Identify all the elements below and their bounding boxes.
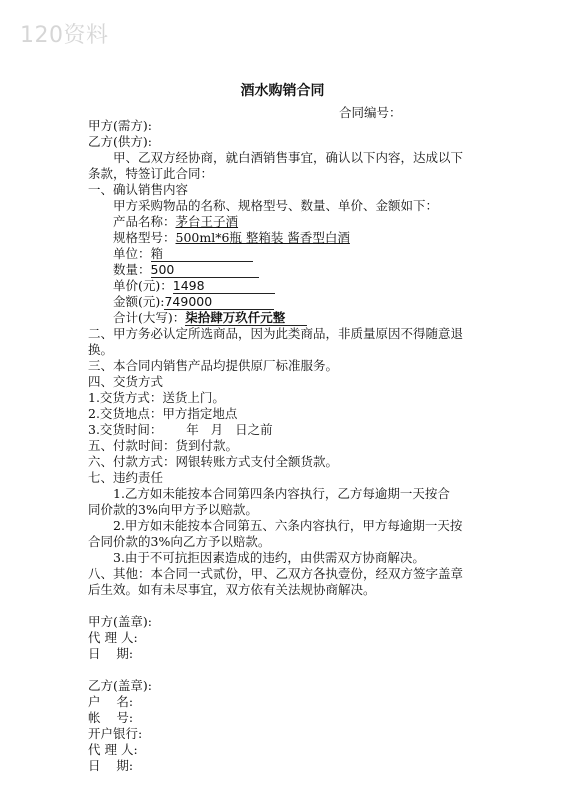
product-name-label: 产品名称：: [113, 214, 176, 229]
section-4-title: 四、交货方式: [88, 374, 164, 389]
total-value: 柒拾肆万玖仟元整: [185, 311, 307, 326]
section-2-line-2: 换。: [88, 342, 114, 357]
price-value: 1498: [173, 279, 275, 294]
delivery-method: 1.交货方式：送货上门。: [88, 390, 225, 405]
qty-value: 500: [151, 263, 259, 278]
section-8-line-1: 八、其他：本合同一式贰份，甲、乙双方各执壹份，经双方签字盖章: [88, 566, 464, 581]
watermark: 120资料: [20, 23, 109, 48]
violation-1-line-2: 同价款的3%向甲方予以赔款。: [88, 502, 258, 517]
signature-b-seal: 乙方(盖章):: [88, 678, 152, 693]
amount-row: [113, 294, 274, 310]
total-row: [113, 310, 307, 326]
product-name-value: 茅台王子酒: [175, 214, 239, 229]
amount-label: 金额(元):: [113, 294, 165, 309]
price-row: [113, 278, 275, 294]
unit-row: [113, 246, 253, 262]
signature-a-seal: 甲方(盖章):: [88, 614, 152, 629]
signature-a-agent: 代 理 人:: [88, 630, 138, 645]
signature-b-account-number: 帐 号:: [88, 710, 134, 725]
signature-b-bank: 开户银行:: [88, 726, 143, 741]
unit-value: 箱: [151, 247, 253, 262]
delivery-location: 2.交货地点：甲方指定地点: [88, 406, 238, 421]
amount-value: 749000: [164, 295, 274, 310]
contract-number-label: 合同编号：: [339, 105, 402, 120]
section-8-line-2: 后生效。如有未尽事宜，双方依有关法规协商解决。: [88, 582, 376, 597]
section-1-title: 一、确认销售内容: [88, 182, 189, 197]
party-b-label: 乙方(供方):: [88, 134, 152, 149]
violation-2-line-2: 合同价款的3%向乙方予以赔款。: [88, 534, 271, 549]
section-1-desc: 甲方采购物品的名称、规格型号、数量、单价、金额如下：: [113, 198, 439, 213]
qty-label: 数量：: [113, 262, 151, 277]
signature-b-account-name: 户 名:: [88, 694, 134, 709]
qty-row: [113, 262, 259, 278]
section-3: 三、本合同内销售产品均提供原厂标准服务。: [88, 358, 339, 373]
price-label: 单价(元)：: [113, 278, 173, 293]
total-label: 合计(大写)：: [113, 310, 186, 325]
signature-a-date: 日 期:: [88, 646, 134, 661]
intro-line-1: 甲、乙双方经协商，就白酒销售事宜，确认以下内容，达成以下: [113, 150, 464, 165]
document-title: 酒水购销合同: [240, 83, 325, 99]
section-7-title: 七、违约责任: [88, 470, 164, 485]
section-6: 六、付款方式：网银转账方式支付全额货款。: [88, 454, 339, 469]
signature-b-agent: 代 理 人:: [88, 742, 138, 757]
spec-label: 规格型号：: [113, 230, 176, 245]
violation-3: 3.由于不可抗拒因素造成的违约，由供需双方协商解决。: [113, 550, 425, 565]
section-5: 五、付款时间：货到付款。: [88, 438, 239, 453]
spec-row: [113, 230, 350, 246]
violation-2-line-1: 2.甲方如未能按本合同第五、六条内容执行，甲方每逾期一天按: [113, 518, 463, 533]
section-2-line-1: 二、甲方务必认定所选商品，因为此类商品，非质量原因不得随意退: [88, 326, 464, 341]
product-name-row: [113, 214, 238, 230]
violation-1-line-1: 1.乙方如未能按本合同第四条内容执行，乙方每逾期一天按合: [113, 486, 450, 501]
signature-b-date: 日 期:: [88, 758, 134, 773]
party-a-label: 甲方(需方):: [88, 118, 152, 133]
intro-line-2: 条款，特签订此合同：: [88, 166, 214, 181]
unit-label: 单位：: [113, 246, 151, 261]
spec-value: 500ml*6瓶 整箱装 酱香型白酒: [175, 230, 350, 245]
delivery-time: 3.交货时间： 年 月 日之前: [88, 422, 273, 437]
